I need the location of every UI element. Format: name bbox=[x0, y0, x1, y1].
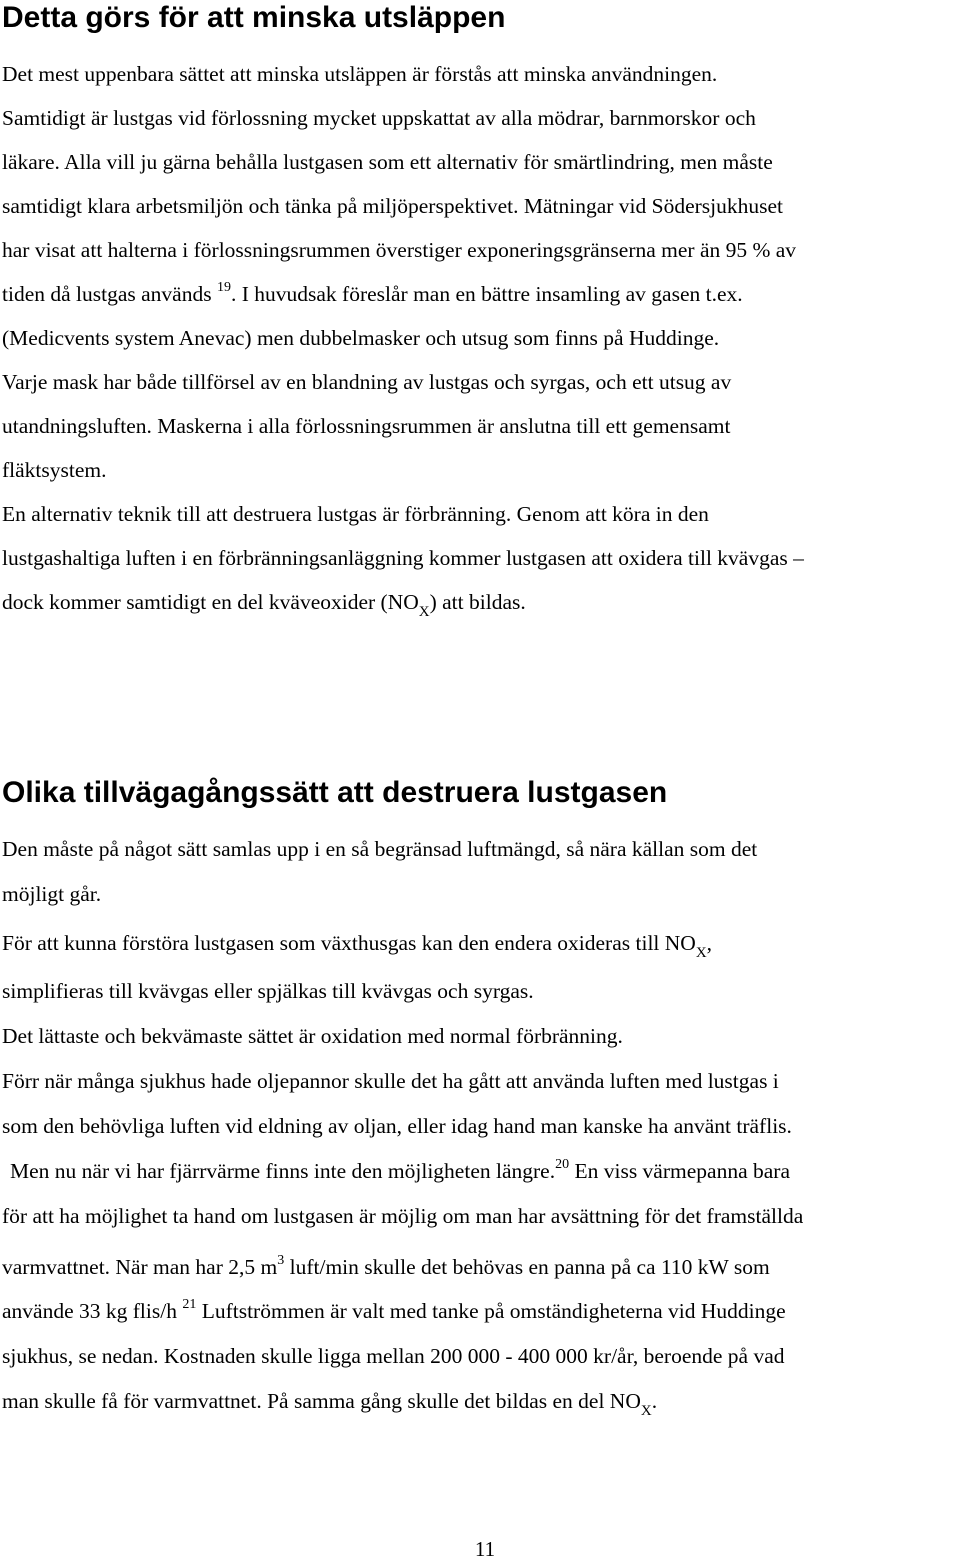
text-fragment: man skulle få för varmvattnet. På samma gång skulle det bildas en del NO bbox=[2, 1389, 641, 1413]
text-line: Det lättaste och bekvämaste sättet är oxidation med normal förbränning. bbox=[2, 1024, 623, 1048]
text-fragment: luft/min skulle det behövas en panna på ca 110 kW som bbox=[284, 1255, 770, 1279]
subscript-x: X bbox=[640, 1403, 652, 1419]
text-fragment: ) att bildas. bbox=[429, 590, 526, 614]
text-fragment: För att kunna förstöra lustgasen som växthusgas kan den endera oxideras till NO bbox=[2, 931, 696, 955]
text-line-with-footnote bbox=[2, 272, 958, 316]
text-fragment: . I huvudsak föreslår man en bättre insamling av gasen t.ex. bbox=[230, 282, 743, 306]
text-line-with-footnote bbox=[2, 1289, 958, 1334]
text-line: möjligt går. bbox=[2, 882, 102, 906]
text-fragment: , bbox=[706, 931, 713, 955]
text-line: fläktsystem. bbox=[2, 458, 107, 482]
text-line: (Medicvents system Anevac) men dubbelmasker och utsug som finns på Huddinge. bbox=[2, 326, 720, 350]
footnote-reference-19: 19 bbox=[216, 280, 231, 295]
section-heading-2: Olika tillvägagångssätt att destruera lustgasen bbox=[2, 776, 668, 809]
text-line: Förr när många sjukhus hade oljepannor skulle det ha gått att använda luften med lustgas i bbox=[2, 1069, 779, 1093]
section-1-body bbox=[2, 52, 958, 624]
text-fragment: . bbox=[651, 1389, 658, 1413]
text-line-with-superscript bbox=[2, 1239, 958, 1289]
subscript-x: X bbox=[695, 945, 707, 961]
text-line: utandningsluften. Maskerna i alla förlossningsrummen är anslutna till ett gemensamt bbox=[2, 414, 731, 438]
text-fragment: En viss värmepanna bara bbox=[569, 1159, 790, 1183]
text-fragment: tiden då lustgas används bbox=[2, 282, 217, 306]
section-heading-1: Detta görs för att minska utsläppen bbox=[2, 1, 506, 34]
text-line: har visat att halterna i förlossningsrummen överstiger exponeringsgränserna mer än 95 % av bbox=[2, 238, 797, 262]
text-fragment: dock kommer samtidigt en del kväveoxider (NO bbox=[2, 590, 419, 614]
text-line: simplifieras till kvävgas eller spjälkas till kvävgas och syrgas. bbox=[2, 979, 534, 1003]
text-line: sjukhus, se nedan. Kostnaden skulle ligga mellan 200 000 - 400 000 kr/år, beroende på vad bbox=[2, 1344, 785, 1368]
text-fragment: använde 33 kg flis/h bbox=[2, 1299, 183, 1323]
text-line: läkare. Alla vill ju gärna behålla lustgasen som ett alternativ för smärtlindring, men måste bbox=[2, 150, 773, 174]
text-fragment: varmvattnet. När man har 2,5 m bbox=[2, 1255, 278, 1279]
text-line-with-subscript bbox=[2, 580, 958, 624]
text-fragment: Men nu när vi har fjärrvärme finns inte den möjligheten längre. bbox=[10, 1159, 556, 1183]
text-line: En alternativ teknik till att destruera lustgas är förbränning. Genom att köra in den bbox=[2, 502, 709, 526]
section-2-body bbox=[2, 827, 958, 1424]
text-line: lustgashaltiga luften i en förbränningsanläggning kommer lustgasen att oxidera till kvävgas – bbox=[2, 546, 804, 570]
text-line-with-subscript bbox=[2, 1379, 958, 1424]
text-line: samtidigt klara arbetsmiljön och tänka på miljöperspektivet. Mätningar vid Södersjukhuset bbox=[2, 194, 784, 218]
subscript-x: X bbox=[418, 604, 430, 620]
text-line: för att ha möjlighet ta hand om lustgasen är möjlig om man har avsättning för det framställda bbox=[2, 1204, 804, 1228]
text-line: Det mest uppenbara sättet att minska utsläppen är förstås att minska användningen. bbox=[2, 62, 718, 86]
text-line-with-footnote bbox=[2, 1149, 958, 1194]
text-line: som den behövliga luften vid eldning av oljan, eller idag hand man kanske ha använt träflis. bbox=[2, 1114, 792, 1138]
superscript-3: 3 bbox=[277, 1253, 285, 1268]
footnote-reference-20: 20 bbox=[555, 1157, 570, 1172]
text-line: Den måste på något sätt samlas upp i en så begränsad luftmängd, så nära källan som det bbox=[2, 837, 758, 861]
footnote-reference-21: 21 bbox=[182, 1297, 197, 1312]
text-line: Varje mask har både tillförsel av en blandning av lustgas och syrgas, och ett utsug av bbox=[2, 370, 732, 394]
text-fragment: Luftströmmen är valt med tanke på omständigheterna vid Huddinge bbox=[196, 1299, 786, 1323]
page-number: 11 bbox=[474, 1537, 496, 1561]
text-line-with-subscript bbox=[2, 917, 958, 969]
text-line: Samtidigt är lustgas vid förlossning mycket uppskattat av alla mödrar, barnmorskor och bbox=[2, 106, 756, 130]
